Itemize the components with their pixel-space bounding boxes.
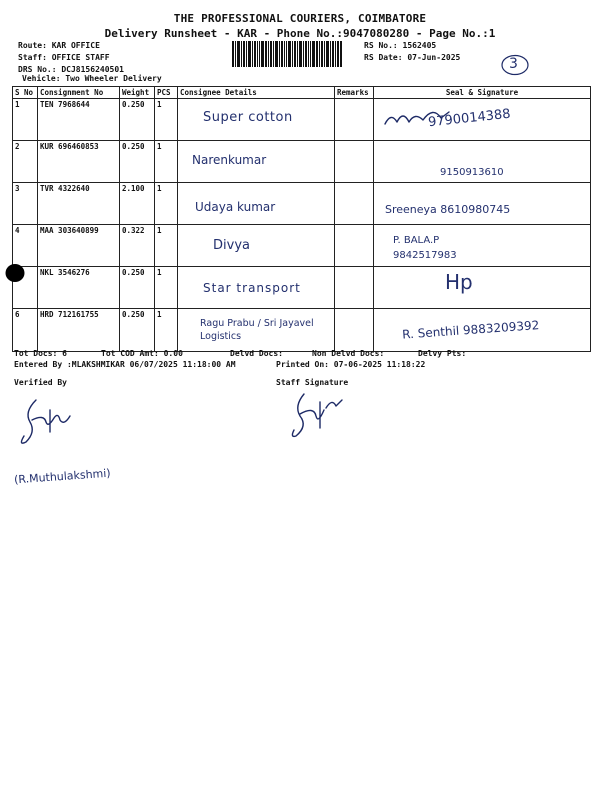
circled-number: 3 [509,56,518,72]
table-header-row [13,87,591,99]
col-header-remarks: Remarks [335,87,374,99]
vehicle-label: Vehicle: Two Wheeler Delivery [22,74,162,83]
row-remarks [335,183,374,225]
table-row [13,141,591,183]
company-title: THE PROFESSIONAL COURIERS, COIMBATORE [173,12,427,25]
row-remarks [335,99,374,141]
handwritten-consignee: Ragu Prabu / Sri Jayavel Logistics [200,318,314,342]
handwritten-seal: Hp [445,270,473,294]
runsheet-table [12,86,591,352]
rs-date: RS Date: 07-Jun-2025 [364,53,461,62]
row-weight: 2.100 [120,183,155,225]
row-consignment-no: TEN 7968644 [38,99,120,141]
row-pcs: 1 [155,225,178,267]
row-consignee [178,225,335,267]
circled-row-mark [4,262,28,284]
row-pcs: 1 [155,267,178,309]
row-pcs: 1 [155,309,178,352]
row-consignment-no: HRD 712161755 [38,309,120,352]
handwritten-seal: 9150913610 [440,167,504,178]
row-sno: 2 [13,141,38,183]
handwritten-consignee: Super cotton [203,110,293,125]
delivery-points: Delvy Pts: [418,349,467,358]
non-delivered-docs: Non Delvd Docs: [312,349,385,358]
row-consignment-no: MAA 303640899 [38,225,120,267]
col-header-consignee: Consignee Details [178,87,335,99]
handwritten-name: (R.Muthulakshmi) [13,466,112,487]
table-row [13,267,591,309]
row-consignment-no: KUR 696460853 [38,141,120,183]
rs-number: RS No.: 1562405 [364,41,437,50]
handwritten-seal: R. Senthil 9883209392 [401,318,540,342]
route-label: Route: KAR OFFICE [18,41,100,50]
total-docs: Tot Docs: 6 [14,349,67,358]
col-header-sno: S No [13,87,38,99]
row-weight: 0.322 [120,225,155,267]
handwritten-consignee: Udaya kumar [195,200,276,214]
handwritten-seal: Sreeneya 8610980745 [385,203,511,216]
staff-label: Staff: OFFICE STAFF [18,53,110,62]
row-seal [374,267,591,309]
row-sno: 3 [13,183,38,225]
row-weight: 0.250 [120,99,155,141]
row-remarks [335,141,374,183]
total-cod-amount: Tot COD Amt: 0.00 [101,349,183,358]
handwritten-consignee: Divya [213,238,250,253]
row-sno: 4 [13,225,38,267]
verified-by-label: Verified By [14,378,67,387]
staff-signature [286,388,356,444]
row-consignment-no: TVR 4322640 [38,183,120,225]
row-pcs: 1 [155,99,178,141]
verified-signature [14,392,84,448]
col-header-consignment: Consignment No [38,87,120,99]
row-consignment-no: NKL 3546276 [38,267,120,309]
row-sno: 6 [13,309,38,352]
staff-signature-label: Staff Signature [276,378,349,387]
printed-on: Printed On: 07-06-2025 11:18:22 [276,360,426,369]
row-weight: 0.250 [120,267,155,309]
row-sno: 1 [13,99,38,141]
handwritten-consignee: Narenkumar [192,153,267,167]
handwritten-consignee: Star transport [203,281,301,295]
handwritten-seal: P. BALA.P 9842517983 [393,235,457,261]
row-weight: 0.250 [120,309,155,352]
drs-number: DRS No.: DCJ8156240501 [18,65,124,74]
delivered-docs: Delvd Docs: [230,349,283,358]
col-header-weight: Weight [120,87,155,99]
row-pcs: 1 [155,141,178,183]
row-weight: 0.250 [120,141,155,183]
row-remarks [335,267,374,309]
barcode-image [232,41,342,67]
entered-by: Entered By :MLAKSHMIKAR 06/07/2025 11:18:00 AM [14,360,236,369]
row-pcs: 1 [155,183,178,225]
table-row [13,225,591,267]
col-header-pcs: PCS [155,87,178,99]
handwritten-seal: 9790014388 [427,106,512,131]
runsheet-subtitle: Delivery Runsheet - KAR - Phone No.:9047080280 - Page No.:1 [104,27,496,40]
row-remarks [335,225,374,267]
col-header-seal: Seal & Signature [374,87,591,99]
